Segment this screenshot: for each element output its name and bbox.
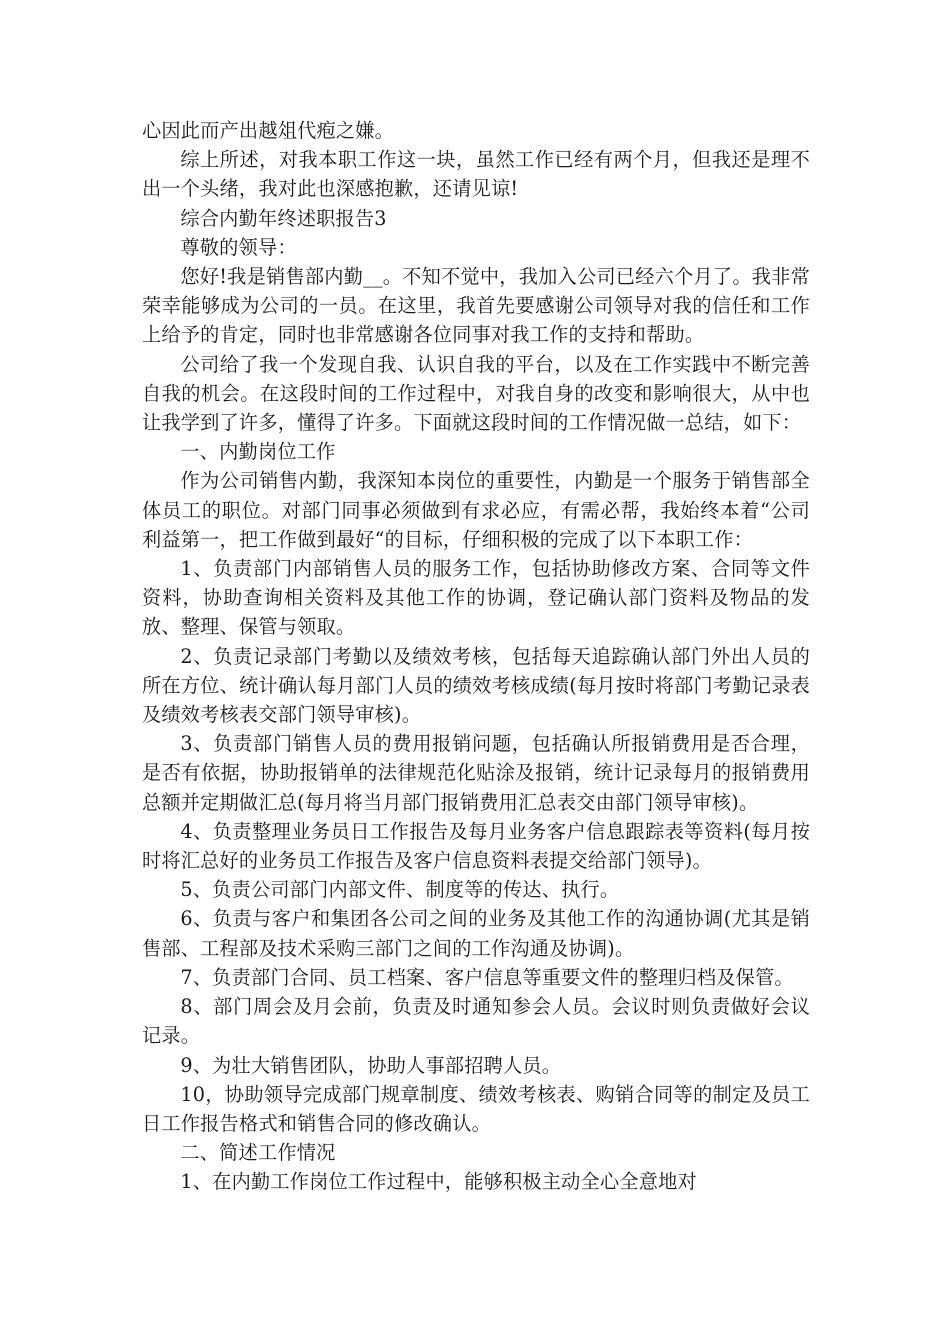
report-title: 综合内勤年终述职报告3 (180, 206, 387, 230)
list-item-4: 4、负责整理业务员日工作报告及每月业务客户信息跟踪表等资料(每月按时将汇总好的业务员工作报告及客户信息资料表提交给部门领导)。 (142, 819, 810, 873)
paragraph-platform: 公司给了我一个发现自我、认识自我的平台，以及在工作实践中不断完善自我的机会。在这段时间的工作过程中，对我自身的改变和影响很大，从中也让我学到了许多，懂得了许多。下面就这段时间的工作情况做一总结，如下： (142, 352, 810, 435)
paragraph-intro: 您好!我是销售部内勤__。不知不觉中，我加入公司已经六个月了。我非常荣幸能够成为公司的一员。在这里，我首先要感谢公司领导对我的信任和工作上给予的肯定，同时也非常感谢各位同事对我工作的支持和帮助。 (142, 265, 810, 347)
section-heading-1: 一、内勤岗位工作 (180, 440, 336, 464)
list-item-10: 10，协助领导完成部门规章制度、绩效考核表、购销合同等的制定及员工日工作报告格式和销售合同的修改确认。 (142, 1082, 810, 1135)
salutation: 尊敬的领导： (180, 235, 297, 259)
list-item-5: 5、负责公司部门内部文件、制度等的传达、执行。 (180, 878, 620, 902)
list-item-3: 3、负责部门销售人员的费用报销问题，包括确认所报销费用是否合理，是否有依据，协助报销单的法律规范化贴涂及报销，统计记录每月的报销费用总额并定期做汇总(每月将当月部门报销费用汇总表交由部门领导审核)。 (142, 732, 810, 814)
paragraph-work-status: 1、在内勤工作岗位工作过程中，能够积极主动全心全意地对 (180, 1170, 697, 1194)
list-item-7: 7、负责部门合同、员工档案、客户信息等重要文件的整理归档及保管。 (180, 965, 794, 989)
list-item-6: 6、负责与客户和集团各公司之间的业务及其他工作的沟通协调(尤其是销售部、工程部及技术采购三部门之间的工作沟通及协调)。 (142, 907, 810, 960)
list-item-2: 2、负责记录部门考勤以及绩效考核，包括每天追踪确认部门外出人员的所在方位、统计确认每月部门人员的绩效考核成绩(每月按时将部门考勤记录表及绩效考核表交部门领导审核)。 (142, 644, 810, 727)
section-heading-2: 二、简述工作情况 (180, 1141, 336, 1165)
list-item-9: 9、为壮大销售团队，协助人事部招聘人员。 (180, 1053, 562, 1077)
list-item-1: 1、负责部门内部销售人员的服务工作，包括协助修改方案、合同等文件资料，协助查询相关资料及其他工作的协调，登记确认部门资料及物品的发放、整理、保管与领取。 (142, 557, 810, 639)
paragraph-continuation: 心因此而产出越俎代疱之嫌。 (142, 119, 395, 142)
list-item-8: 8、部门周会及月会前，负责及时通知参会人员。会议时则负责做好会议记录。 (142, 995, 810, 1048)
document-body (142, 116, 810, 1197)
paragraph-summary: 综上所述，对我本职工作这一块，虽然工作已经有两个月，但我还是理不出一个头绪，我对此也深感抱歉，还请见谅! (142, 148, 810, 201)
paragraph-role: 作为公司销售内勤，我深知本岗位的重要性，内勤是一个服务于销售部全体员工的职位。对部门同事必须做到有求必应，有需必帮，我始终本着“公司利益第一，把工作做到最好“的目标，仔细积极的完成了以下本职工作： (142, 469, 810, 551)
